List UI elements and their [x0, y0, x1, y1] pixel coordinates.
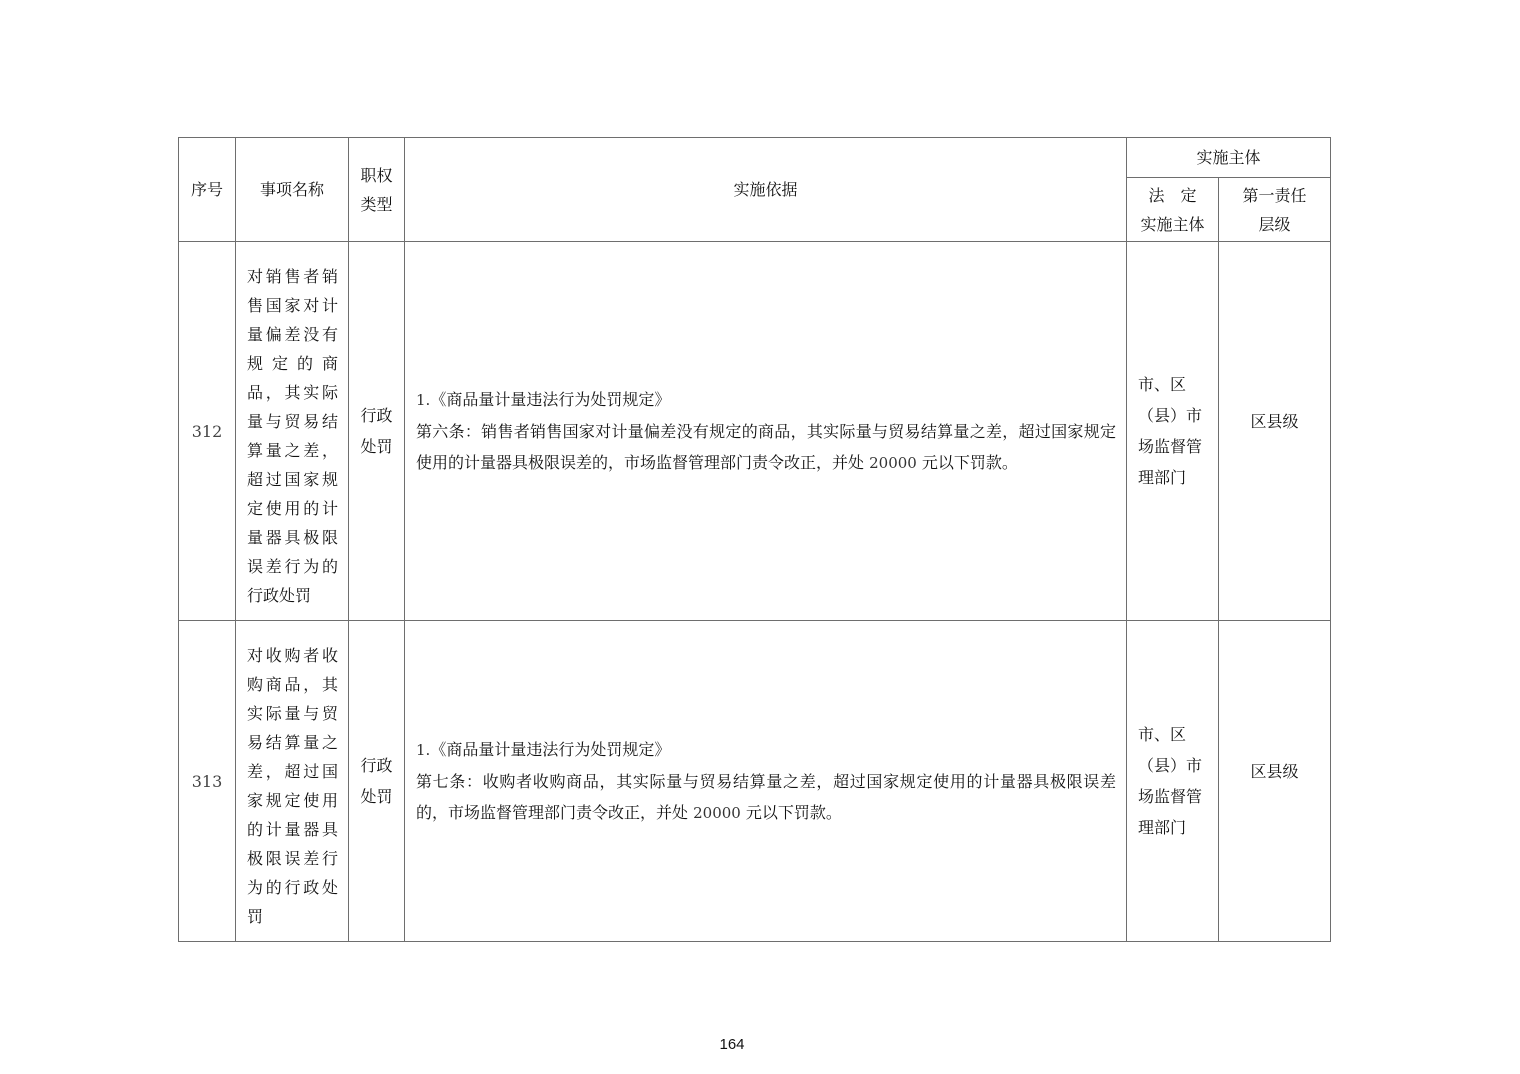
header-level-line2: 层级: [1258, 214, 1291, 234]
row-seq: 312: [179, 242, 236, 621]
row-legal-subject: 市、区（县）市场监督管理部门: [1127, 621, 1219, 942]
row-item-name: 对收购者收购商品，其实际量与贸易结算量之差，超过国家规定使用的计量器具极限误差行为的行政处罚: [236, 621, 349, 942]
basis-text: 第七条：收购者收购商品，其实际量与贸易结算量之差，超过国家规定使用的计量器具极限误差的，市场监督管理部门责令改正，并处: [416, 771, 1116, 822]
table-row: [179, 621, 1331, 942]
row-basis: [405, 242, 1127, 621]
basis-title: 《商品量计量违法行为处罚规定》: [430, 389, 671, 409]
row-authority-type: [349, 242, 405, 621]
header-name: 事项名称: [236, 138, 349, 242]
header-subject-group: 实施主体: [1127, 138, 1331, 178]
header-legal-line2: 实施主体: [1140, 214, 1205, 234]
basis-amount: 20000: [869, 453, 917, 472]
table-row: [179, 242, 1331, 621]
header-type-line1: 职权: [360, 165, 393, 185]
row-level: [1219, 621, 1331, 942]
row-legal-subject: 市、区（县）市场监督管理部门: [1127, 242, 1219, 621]
row-item-name: 对销售者销售国家对计量偏差没有规定的商品，其实际量与贸易结算量之差，超过国家规定使用的计量器具极限误差行为的行政处罚: [236, 242, 349, 621]
header-level: [1219, 178, 1331, 242]
page-number: 164: [719, 1036, 745, 1053]
header-legal-line1: 法 定: [1148, 185, 1197, 205]
basis-title: 《商品量计量违法行为处罚规定》: [430, 739, 671, 759]
basis-number: 1.: [416, 740, 431, 759]
header-legal-subject: [1127, 178, 1219, 242]
header-seq: 序号: [179, 138, 236, 242]
row-level: [1219, 242, 1331, 621]
row-type-line2: 处罚: [360, 787, 393, 806]
basis-amount: 20000: [693, 803, 741, 822]
row-type-line1: 行政: [360, 756, 393, 775]
header-row-1: [179, 138, 1331, 178]
basis-text: 第六条：销售者销售国家对计量偏差没有规定的商品，其实际量与贸易结算量之差，超过国家规定使用的计量器具极限误差的，市场监督管理部门责令改正，并处: [416, 421, 1116, 472]
row-type-line1: 行政: [360, 406, 393, 425]
row-basis: [405, 621, 1127, 942]
header-level-line1: 第一责任: [1242, 185, 1307, 205]
row-seq: 313: [179, 621, 236, 942]
basis-text-end: 元以下罚款。: [745, 802, 842, 822]
header-type: [349, 138, 405, 242]
enforcement-table: [178, 137, 1331, 942]
row-level-text: 区县级: [1250, 761, 1299, 781]
row-level-text: 区县级: [1250, 411, 1299, 431]
basis-number: 1.: [416, 390, 431, 409]
header-type-line2: 类型: [360, 194, 393, 214]
row-type-line2: 处罚: [360, 437, 393, 456]
row-authority-type: [349, 621, 405, 942]
header-basis: 实施依据: [405, 138, 1127, 242]
basis-text-end: 元以下罚款。: [921, 452, 1018, 472]
